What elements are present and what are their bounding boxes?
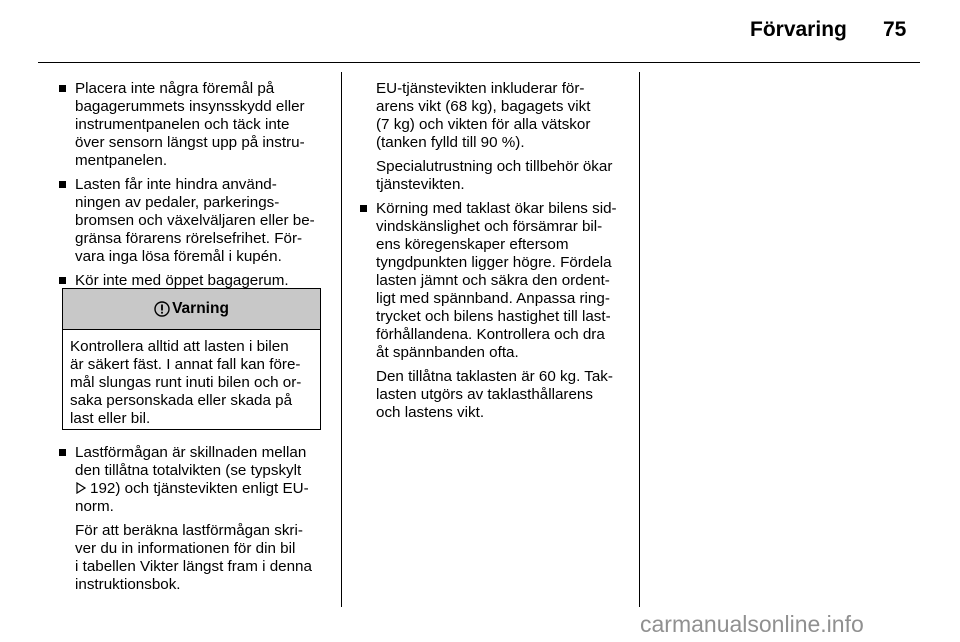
text-line: arens vikt (68 kg), bagagets vikt [376, 98, 591, 115]
text-line: ver du in informationen för din bil [75, 540, 296, 557]
text-line: tjänstevikten. [376, 176, 465, 193]
column-left-lower [58, 444, 328, 600]
text-line: instrumentpanelen och täck inte [75, 116, 290, 133]
text-line: saka personskada eller skada på [70, 392, 293, 409]
text-line: Specialutrustning och tillbehör ökar [376, 158, 613, 175]
page-number: 75 [883, 18, 907, 41]
text-line: gränsa förarens rörelsefrihet. För- [75, 230, 303, 247]
watermark: carmanualsonline.info [640, 611, 864, 637]
text-line: förhållandena. Kontrollera och dra [376, 326, 605, 343]
text-line: last eller bil. [70, 410, 151, 427]
bullet-item [359, 200, 629, 362]
page-reference-icon[interactable] [75, 482, 87, 494]
column-divider-right [639, 72, 640, 607]
text-line: Kontrollera alltid att lasten i bilen [70, 338, 289, 355]
column-divider-left [341, 72, 342, 607]
text-line: Lastförmågan är skillnaden mellan [75, 444, 307, 461]
bullet-item [58, 176, 328, 266]
paragraph [58, 522, 328, 594]
text-line: instruktionsbok. [75, 576, 181, 593]
text-line: För att beräkna lastförmågan skri- [75, 522, 303, 539]
text-line [75, 480, 328, 498]
text-line: den tillåtna totalvikten (se typskylt [75, 462, 302, 479]
text-line: åt spännbanden ofta. [376, 344, 519, 361]
text-line: mentpanelen. [75, 152, 168, 169]
page-header [0, 0, 960, 62]
text-line: trycket och bilens hastighet till last- [376, 308, 611, 325]
paragraph [359, 368, 629, 422]
text-line: EU-tjänstevikten inkluderar för- [376, 80, 585, 97]
warning-title: Varning [172, 300, 229, 317]
bullet-item [58, 80, 328, 170]
bullet-square-icon [59, 85, 66, 92]
text-line: ens köregenskaper eftersom [376, 236, 569, 253]
text-line: och lastens vikt. [376, 404, 485, 421]
text-line: Den tillåtna taklasten är 60 kg. Tak- [376, 368, 613, 385]
bullet-square-icon [59, 277, 66, 284]
text-line: tyngdpunkten ligger högre. Fördela [376, 254, 612, 271]
bullet-item [58, 444, 328, 516]
header-rule [38, 62, 920, 63]
text-line: Lasten får inte hindra använd- [75, 176, 277, 193]
text-line: (7 kg) och vikten för alla vätskor [376, 116, 591, 133]
text-line: Kör inte med öppet bagagerum. [75, 272, 289, 289]
column-left [58, 80, 328, 296]
text-line: mål slungas runt inuti bilen och or- [70, 374, 302, 391]
text-line: norm. [75, 498, 114, 515]
bullet-square-icon [360, 205, 367, 212]
text-line: (tanken fylld till 90 %). [376, 134, 525, 151]
text-line: bromsen och växelväljaren eller be- [75, 212, 315, 229]
text-line: är säkert fäst. I annat fall kan före- [70, 356, 301, 373]
page-reference-text: 192) och tjänstevikten enligt EU- [90, 480, 309, 497]
text-line: Placera inte några föremål på [75, 80, 275, 97]
warning-box [62, 288, 321, 430]
text-line: bagagerummets insynsskydd eller [75, 98, 305, 115]
text-line: vara inga lösa föremål i kupén. [75, 248, 282, 265]
text-line: ningen av pedaler, parkerings- [75, 194, 280, 211]
warning-header [63, 289, 320, 330]
text-line: i tabellen Vikter längst fram i denna [75, 558, 312, 575]
text-line: Körning med taklast ökar bilens sid- [376, 200, 617, 217]
bullet-square-icon [59, 181, 66, 188]
text-line: lasten utgörs av taklasthållarens [376, 386, 593, 403]
paragraph [359, 158, 629, 194]
text-line: lasten jämnt och säkra den ordent- [376, 272, 610, 289]
warning-body [63, 330, 320, 428]
column-right [359, 80, 629, 428]
chapter-title: Förvaring [750, 18, 847, 41]
warning-icon [154, 301, 170, 317]
text-line: vindskänslighet och försämrar bil- [376, 218, 603, 235]
bullet-square-icon [59, 449, 66, 456]
text-line: över sensorn längst upp på instru- [75, 134, 305, 151]
text-line: ligt med spännband. Anpassa ring- [376, 290, 610, 307]
paragraph [359, 80, 629, 152]
